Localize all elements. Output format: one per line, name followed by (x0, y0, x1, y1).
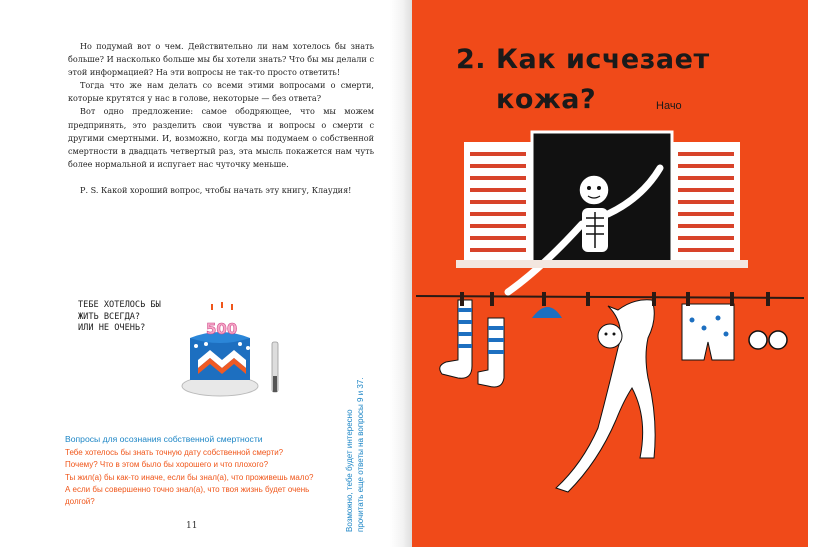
cake-illustration (180, 290, 290, 410)
question-item: долгой? (65, 497, 95, 507)
bubble-line-1: ТЕБЕ ХОТЕЛОСЬ БЫ (78, 300, 161, 310)
author-name: Начо (656, 100, 682, 112)
body-text (68, 40, 374, 197)
question-item: Ты жил(а) бы как-то иначе, если бы знал(а), что проживешь мало? (65, 472, 314, 482)
book-gutter (390, 0, 414, 547)
bubble-line-2: ЖИТЬ ВСЕГДА? (78, 311, 141, 322)
postscript: Р. S. Какой хороший вопрос, чтобы начать эту книгу, Клаудия! (80, 184, 352, 195)
side-note (344, 336, 374, 532)
chapter-title-line-2: кожа? (496, 84, 597, 115)
question-item: А если бы совершенно точно знал(а), что твоя жизнь будет очень (65, 484, 310, 494)
bubble-line-3: ИЛИ НЕ ОЧЕНЬ? (78, 323, 146, 333)
questions-title: Вопросы для осознания собственной смертности (65, 434, 263, 444)
cake-number: 500 (206, 320, 238, 338)
page-number: 11 (186, 521, 198, 531)
question-item: Тебе хотелось бы знать точную дату собственной смерти? (65, 448, 284, 458)
side-note-line-1: Возможно, тебе будет интересно (345, 409, 354, 532)
side-note-line-2: прочитать еще ответы на вопросы 9 и 37. (356, 377, 365, 532)
paragraph-2: Тогда что же нам делать со всеми этими вопросами о смерти, которые крутятся у нас в голове, некоторые — без ответа? (68, 80, 374, 104)
chapter-title (456, 40, 776, 120)
question-item: Почему? Что в этом было бы хорошего и что плохого? (65, 460, 269, 470)
paragraph-3: Вот одно предложение: самое ободряющее, что мы можем предпринять, это разделить свои чувства и вопросы о смерти с другими смертными. И, возможно, когда мы подумаем о собственной смертности в двадцать четвертый раз, эта мысль покажется нам чуть более нормальной и испугает нас чуточку меньше. (68, 106, 374, 169)
paragraph-1: Но подумай вот о чем. Действительно ли нам хотелось бы знать больше? И насколько больше мы бы хотели знать? Что бы мы делали с этой информацией? На эти вопросы не так-то просто ответить! (68, 41, 374, 78)
skeleton-illustration (412, 128, 808, 547)
chapter-title-line-1: 2. Как исчезает (456, 44, 710, 75)
questions-block (65, 433, 355, 508)
